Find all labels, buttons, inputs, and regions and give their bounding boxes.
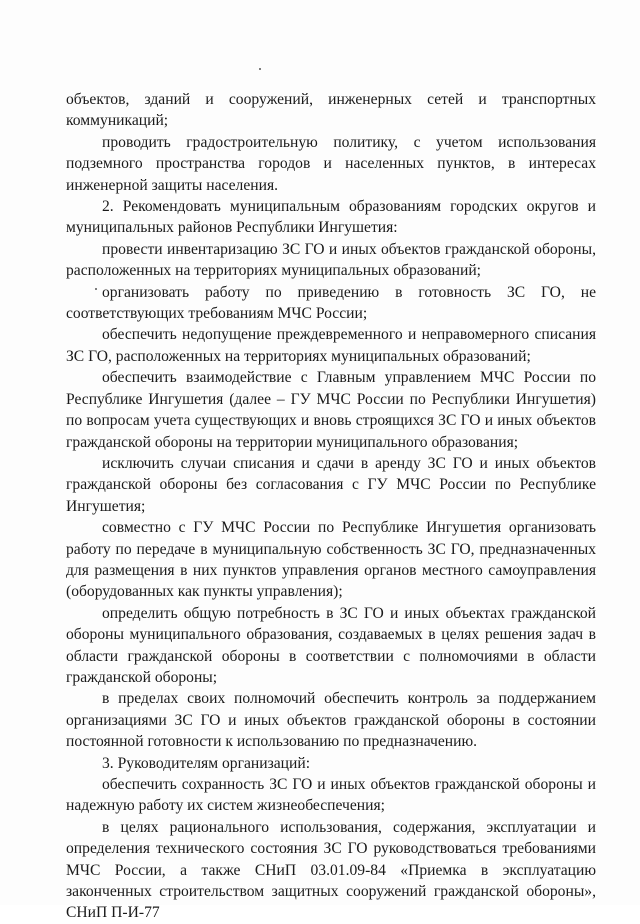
paragraph-3: 2. Рекомендовать муниципальным образованиям городских округов и муниципальных районов Республики Ингушетия: [66,198,596,237]
paragraph-4: провести инвентаризацию ЗС ГО и иных объектов гражданской обороны, расположенных на территориях муниципальных образований; [66,240,596,280]
paragraph-12: 3. Руководителям организаций: [102,754,311,772]
scan-speck [259,68,261,70]
paragraph-5: организовать работу по приведению в готовность ЗС ГО, не соответствующих требованиям МЧС России; [66,283,596,323]
paragraph-10: определить общую потребность в ЗС ГО и иных объектах гражданской обороны муниципального образования, создаваемых в целях решения задач в области гражданской обороны в соответствии с полномочиями в области гражданской обороны; [66,604,596,686]
scan-speck [95,288,97,290]
document-body [66,89,596,924]
paragraph-13: обеспечить сохранность ЗС ГО и иных объектов гражданской обороны и надежную работу их систем жизнеобеспечения; [66,776,596,815]
paragraph-8: исключить случаи списания и сдачи в аренду ЗС ГО и иных объектов гражданской обороны без согласования с ГУ МЧС России по Республике Ингушетия; [66,454,596,515]
paragraph-7: обеспечить взаимодействие с Главным управлением МЧС России по Республике Ингушетия (далее – ГУ МЧС России по Республики Ингушетия) по вопросам учета существующих и вновь строящихся ЗС ГО и иных объектов гражданской обороны на территории муниципального образования; [66,369,596,451]
paragraph-14: в целях рационального использования, содержания, эксплуатации и определения технического состояния ЗС ГО руководствоваться требованиями МЧС России, а также СНиП 03.01.09-84 «Приемка в эксплуатацию законченных строительством защитных сооружений гражданской обороны», СНиП П-И-77 [66,818,596,922]
paragraph-11: в пределах своих полномочий обеспечить контроль за поддержанием организациями ЗС ГО и иных объектов гражданской обороны в состоянии постоянной готовности к использованию по предназначению. [66,690,596,751]
paragraph-2: проводить градостроительную политику, с учетом использования подземного пространства городов и населенных пунктов, в интересах инженерной защиты населения. [66,133,596,194]
paragraph-1: объектов, зданий и сооружений, инженерных сетей и транспортных коммуникаций; [66,91,596,130]
paragraph-6: обеспечить недопущение преждевременного и неправомерного списания ЗС ГО, расположенных на территориях муниципальных образований; [66,326,596,365]
paragraph-9: совместно с ГУ МЧС России по Республике Ингушетия организовать работу по передаче в муниципальную собственность ЗС ГО, предназначенных для размещения в них пунктов управления органов местного самоуправления (оборудованных как пункты управления); [66,519,596,601]
